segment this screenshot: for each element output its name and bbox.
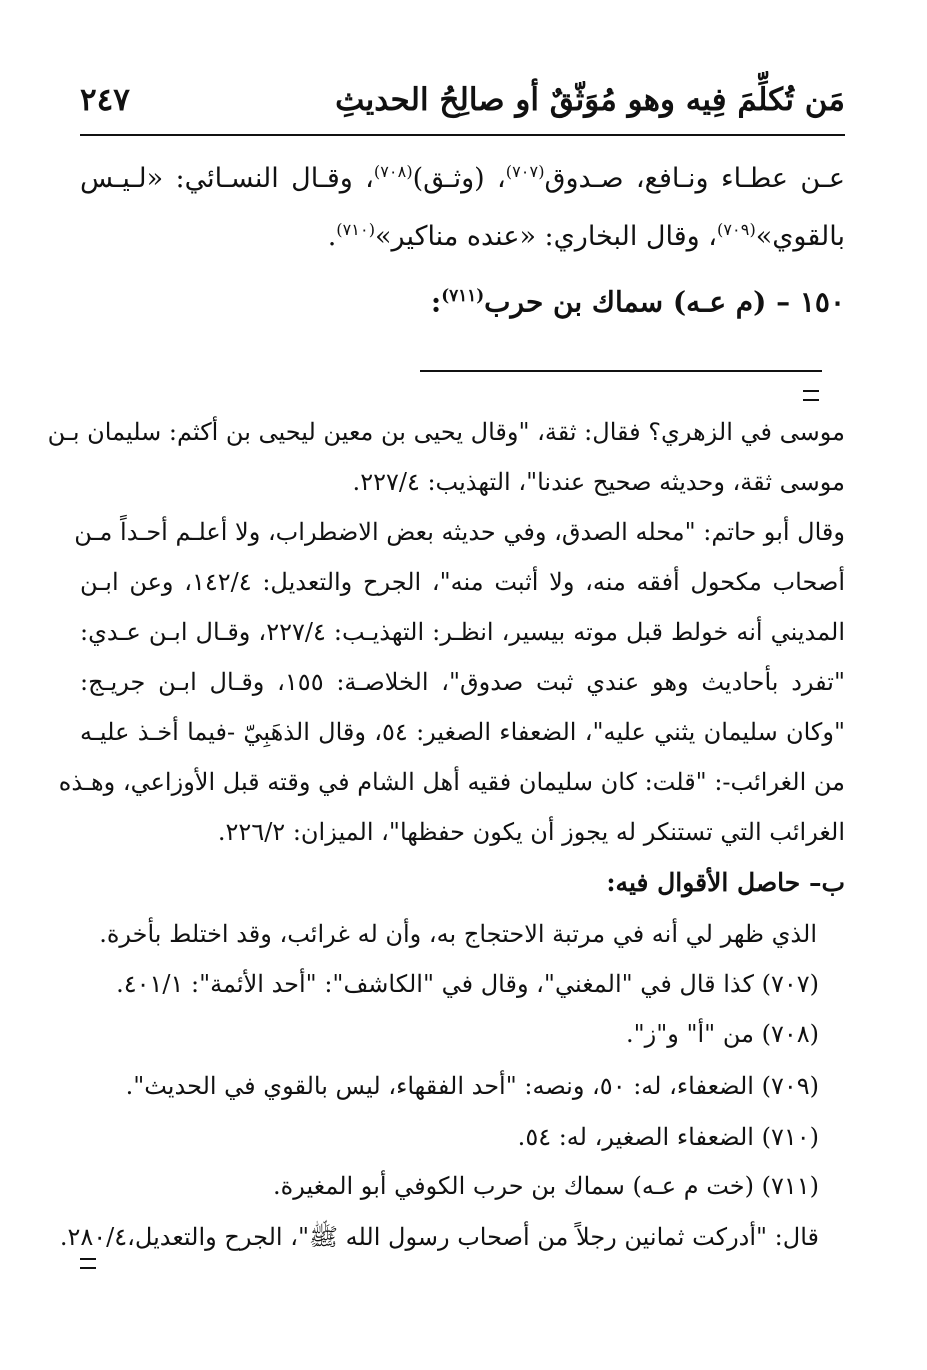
footnote-711-continued: قال: "أدركت ثمانين رجلاً من أصحاب رسول الله ﷺ"، الجرح والتعديل،٢٨٠/٤. <box>59 1223 819 1251</box>
footnote-subheading: ب– حاصل الأقوال فيه: <box>606 868 845 897</box>
footnote-reference: (٧٠٨) <box>373 162 413 181</box>
main-text-line: بالقوي»$^{(٧٠٩)}$، وقال البخاري: «عنده مناكير»$^{(٧١٠)}$. <box>327 220 845 252</box>
footnote-reference: (٧١٠) <box>336 220 376 239</box>
running-header <box>80 70 845 130</box>
footnote-711: (٧١١) (خت م عـه) سماك بن حرب الكوفي أبو المغيرة. <box>273 1172 819 1200</box>
footnote-continued-line: موسى في الزهري؟ فقال: ثقة، "وقال يحيى بن معين ليحيى بن أكثم: سليمان بـن <box>47 418 845 446</box>
footnote-continued-line: الغرائب التي تستنكر له يجوز أن يكون حفظها"، الميزان: ٢٢٦/٢. <box>217 818 845 846</box>
footnote-708: (٧٠٨) من "أ" و"ز". <box>625 1020 819 1048</box>
footnote-reference: (٧٠٧) <box>505 162 545 181</box>
footnote-reference: (٧١١) <box>441 285 485 305</box>
footnote-710: (٧١٠) الضعفاء الصغير، له: ٥٤. <box>517 1123 819 1151</box>
footnote-continued-line: "تفرد بأحاديث وهو عندي ثبت صدوق"، الخلاصـة: ١٥٥، وقـال ابـن جريـج: <box>80 668 845 696</box>
footnote-709: (٧٠٩) الضعفاء، له: ٥٠، ونصه: "أحد الفقهاء، ليس بالقوي في الحديث". <box>125 1072 819 1100</box>
footnote-707: (٧٠٧) كذا قال في "المغني"، وقال في "الكاشف": "أحد الأئمة": ٤٠١/١. <box>116 970 819 998</box>
page-number: ٢٤٧ <box>80 82 130 118</box>
header-rule <box>80 134 845 136</box>
footnote-continued-line: المديني أنه خولط قبل موته بيسير، انظـر: التهذيـب: ٢٢٧/٤، وقـال ابـن عـدي: <box>80 618 845 646</box>
entry-heading: ١٥٠ – (م عـه) سماك بن حرب$^{(٧١١)}$: <box>430 285 845 319</box>
footnote-continued-line: أصحاب مكحول أفقه منه، ولا أثبت منه"، الجرح والتعديل: ١٤٢/٤، وعن ابـن <box>80 568 845 596</box>
continuation-mark <box>80 1258 96 1269</box>
running-title: مَن تُكلِّمَ فِيه وهو مُوَثّقٌ أو صالِحُ الحديثِ <box>335 82 845 118</box>
footnote-summary: الذي ظهر لي أنه في مرتبة الاحتجاج به، وأن له غرائب، وقد اختلط بأخرة. <box>99 920 817 948</box>
footnote-continued-line: "وكان سليمان يثني عليه"، الضعفاء الصغير: ٥٤، وقال الذهَبِيّ -فيما أخـذ عليـه <box>80 718 845 746</box>
footnote-reference: (٧٠٩) <box>717 220 756 239</box>
continuation-mark <box>803 390 819 401</box>
footnote-continued-line: موسى ثقة، وحديثه صحيح عندنا"، التهذيب: ٢٢٧/٤. <box>352 468 845 496</box>
footnote-continued-line: وقال أبو حاتم: "محله الصدق، وفي حديثه بعض الاضطراب، ولا أعلـم أحـداً مـن <box>74 518 845 546</box>
main-text-line: عـن عطـاء ونـافع، صـدوق$^{(٧٠٧)}$، (وثـق)$^{(٧٠٨)}$، وقـال النسـائي: «لـيـس <box>80 162 845 194</box>
footnote-continued-line: من الغرائب-: "قلت: كان سليمان فقيه أهل الشام في وقته قبل الأوزاعي، وهـذه <box>58 768 845 796</box>
footnote-separator <box>420 370 822 372</box>
